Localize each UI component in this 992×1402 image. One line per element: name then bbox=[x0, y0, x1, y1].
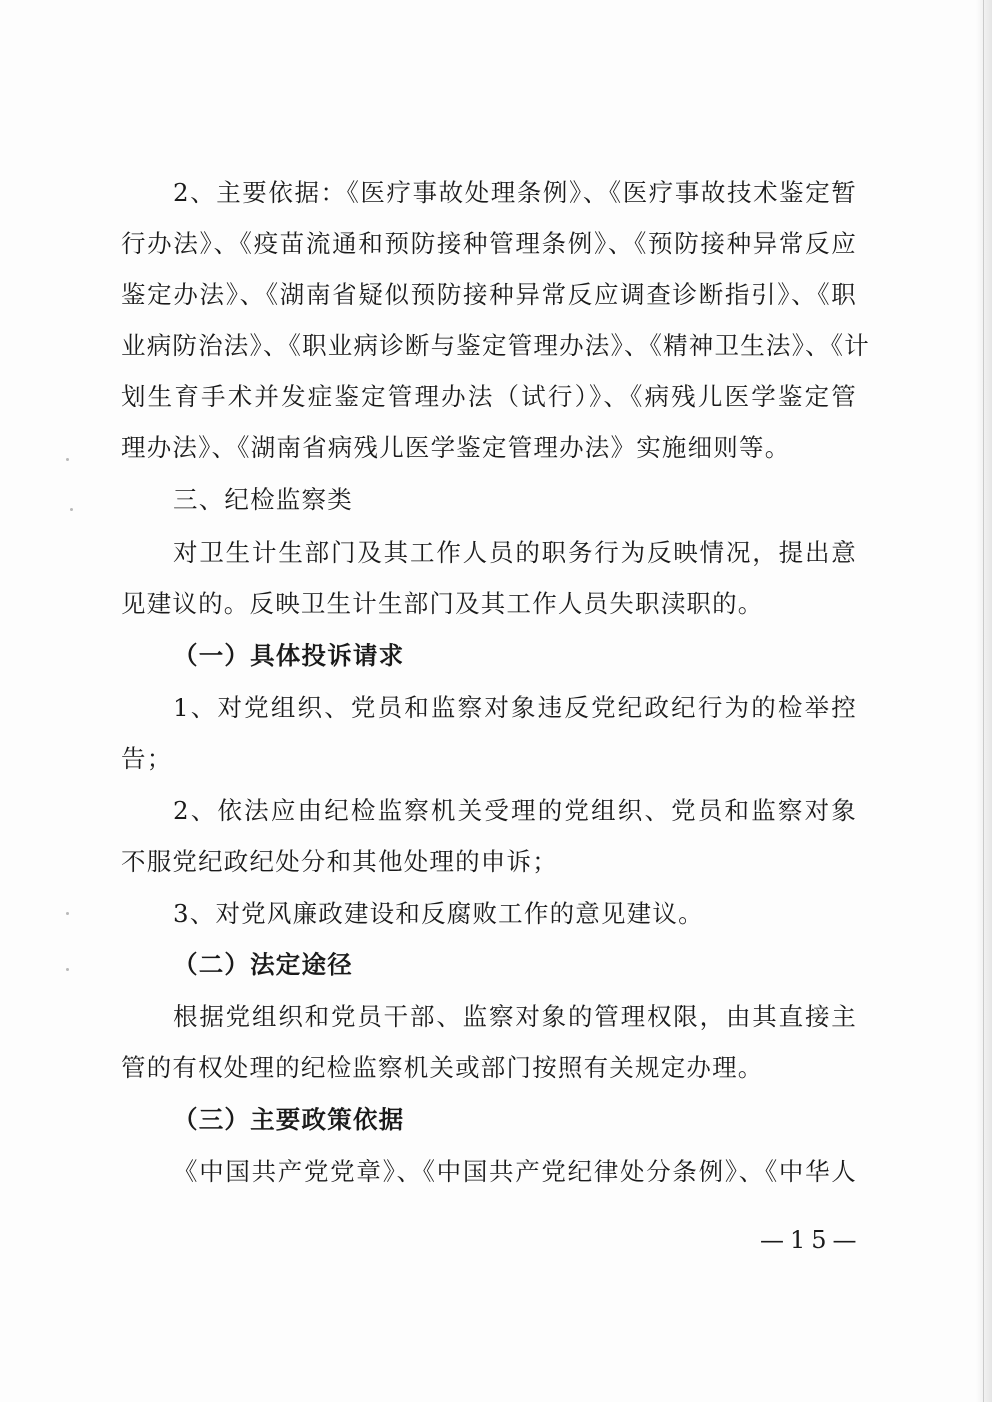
body-line: 告； bbox=[121, 744, 173, 773]
subsection-heading: （一）具体投诉请求 bbox=[173, 641, 405, 670]
body-line: 见建议的。反映卫生计生部门及其工作人员失职渎职的。 bbox=[121, 589, 764, 618]
body-line: 理办法》、《湖南省病残儿医学鉴定管理办法》实施细则等。 bbox=[121, 433, 791, 462]
body-line: 1、对党组织、党员和监察对象违反党纪政纪行为的检举控 bbox=[173, 693, 857, 722]
body-line: 《中国共产党党章》、《中国共产党纪律处分条例》、《中华人 bbox=[173, 1157, 857, 1186]
scan-speck bbox=[70, 508, 73, 511]
body-line: 划生育手术并发症鉴定管理办法（试行）》、《病残儿医学鉴定管 bbox=[121, 382, 857, 411]
body-line: 业病防治法》、《职业病诊断与鉴定管理办法》、《精神卫生法》、《计 bbox=[121, 331, 870, 360]
subsection-heading: （三）主要政策依据 bbox=[173, 1105, 405, 1134]
body-line: 行办法》、《疫苗流通和预防接种管理条例》、《预防接种异常反应 bbox=[121, 229, 857, 258]
body-line: 不服党纪政纪处分和其他处理的申诉； bbox=[121, 847, 558, 876]
scan-speck bbox=[66, 912, 69, 915]
body-line: 3、对党风廉政建设和反腐败工作的意见建议。 bbox=[173, 899, 704, 928]
page-number: —15— bbox=[760, 1226, 863, 1254]
body-line: 2、主要依据：《医疗事故处理条例》、《医疗事故技术鉴定暂 bbox=[173, 178, 857, 207]
scan-speck bbox=[66, 968, 69, 971]
subsection-heading: （二）法定途径 bbox=[173, 950, 353, 979]
body-line: 2、依法应由纪检监察机关受理的党组织、党员和监察对象 bbox=[173, 796, 857, 825]
body-line: 管的有权处理的纪检监察机关或部门按照有关规定办理。 bbox=[121, 1053, 764, 1082]
scan-speck bbox=[66, 458, 69, 461]
section-heading: 三、纪检监察类 bbox=[173, 485, 353, 514]
body-line: 鉴定办法》、《湖南省疑似预防接种异常反应调查诊断指引》、《职 bbox=[121, 280, 857, 309]
body-line: 对卫生计生部门及其工作人员的职务行为反映情况，提出意 bbox=[173, 538, 857, 567]
page-edge-shadow bbox=[976, 0, 992, 1402]
body-line: 根据党组织和党员干部、监察对象的管理权限，由其直接主 bbox=[173, 1002, 857, 1031]
